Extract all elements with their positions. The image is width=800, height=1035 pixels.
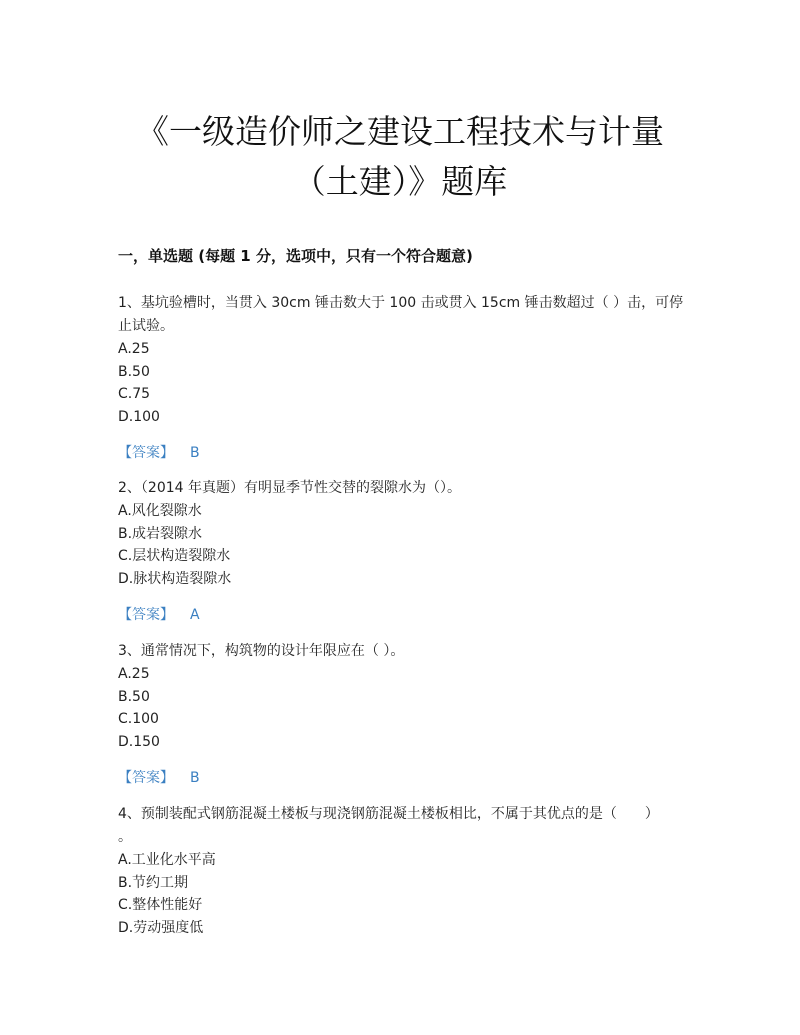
question-stem: 3、通常情况下，构筑物的设计年限应在（ ）。: [118, 643, 405, 659]
document-title-line-1: 《一级造价师之建设工程技术与计量: [136, 112, 664, 151]
question-4: [118, 803, 688, 939]
answer-label: 【答案】: [118, 770, 174, 786]
option-d: D.劳动强度低: [118, 919, 204, 936]
question-stem-continued: 止试验。: [118, 318, 174, 334]
question-stem: 4、预制装配式钢筋混凝土楼板与现浇钢筋混凝土楼板相比，不属于其优点的是（ ）: [118, 806, 659, 822]
option-b: B.50: [118, 688, 150, 705]
question-stem: 2、（2014 年真题）有明显季节性交替的裂隙水为（）。: [118, 480, 461, 496]
option-c: C.75: [118, 386, 151, 402]
option-c: C.100: [118, 711, 159, 727]
option-b: B.成岩裂隙水: [118, 525, 203, 542]
answer-line: [118, 767, 688, 789]
document-title-line-2: （土建）》题库: [292, 162, 508, 201]
answer-value: B: [190, 445, 200, 461]
option-d: D.脉状构造裂隙水: [118, 570, 232, 587]
answer-value: B: [190, 770, 200, 786]
question-stem: 1、基坑验槽时，当贯入 30cm 锤击数大于 100 击或贯入 15cm 锤击数超过（ ）击，可停: [118, 295, 684, 311]
section-heading: 一，单选题 (每题 1 分，选项中，只有一个符合题意): [118, 247, 473, 265]
option-d: D.150: [118, 733, 160, 750]
answer-line: [118, 604, 688, 626]
answer-label: 【答案】: [118, 445, 174, 461]
question-2: [118, 477, 688, 626]
option-a: A.25: [118, 341, 150, 357]
question-3: [118, 640, 688, 789]
answer-label: 【答案】: [118, 607, 174, 623]
option-c: C.整体性能好: [118, 897, 203, 913]
option-c: C.层状构造裂隙水: [118, 548, 231, 564]
answer-value: A: [190, 607, 200, 623]
option-a: A.工业化水平高: [118, 852, 216, 868]
option-a: A.风化裂隙水: [118, 503, 202, 519]
option-d: D.100: [118, 408, 160, 425]
option-b: B.50: [118, 363, 150, 380]
option-a: A.25: [118, 666, 150, 682]
answer-line: [118, 442, 688, 464]
question-stem-continued: 。: [118, 829, 132, 845]
question-1: [118, 292, 688, 464]
option-b: B.节约工期: [118, 874, 189, 891]
